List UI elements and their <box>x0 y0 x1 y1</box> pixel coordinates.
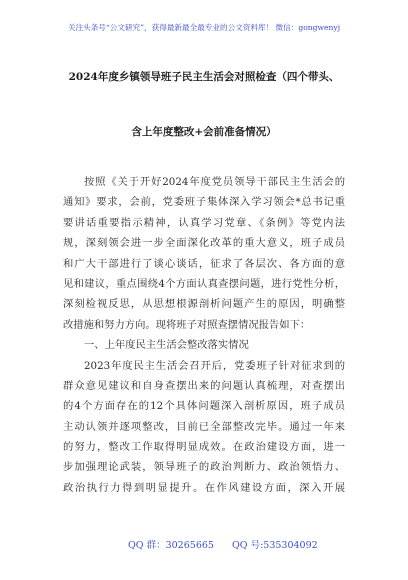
body-line: 深刻检视反思，从思想根源剖析问题产生的原因，明确整 <box>63 298 345 311</box>
body-line: 2023年度民主生活会召开后，党委班子针对征求到的 <box>84 359 345 372</box>
body-line: 一、上年度民主生活会整改落实情况 <box>84 339 249 352</box>
body-line: 按照《关于开好2024年度党员领导干部民主生活会的 <box>84 176 345 188</box>
header-banner: 关注头条号“公文研究”，获得最新最全最专业的公文资料库！ 微信：gongwenyj <box>67 23 341 32</box>
footer-qq-number: QQ 号:535304092 <box>232 540 318 551</box>
body-line: 主动认领并逐项整改，目前已全部整改完毕。通过一年来 <box>63 420 345 433</box>
body-line: 的4个方面存在的12个具体问题深入剖析原因，班子成员 <box>63 400 345 413</box>
body-line: 见和建议，重点围绕4个方面认真查摆问题，进行党性分析， <box>63 277 345 290</box>
document-title-line-1: 2024年度乡镇领导班子民主生活会对照检查（四个带头、 <box>68 71 340 83</box>
body-line: 改措施和努力方向。现将班子对照查摆情况报告如下： <box>63 318 311 331</box>
body-line: 群众意见建议和自身查摆出来的问题认真梳理，对查摆出 <box>63 379 345 392</box>
body-line: 要讲话重要指示精神，认真学习党章、《条例》等党内法 <box>63 216 345 229</box>
body-line: 和广大干部进行了谈心谈话，征求了各层次、各方面的意 <box>63 257 345 270</box>
body-line: 步加强理论武装，领导班子的政治判断力、政治领悟力、 <box>63 461 345 474</box>
body-line: 通知》要求，会前，党委班子集体深入学习领会*总书记重 <box>63 196 345 209</box>
footer-qq-group: QQ 群：30265665 <box>128 540 214 551</box>
body-line: 政治执行力得到明显提升。在作风建设方面，深入开展 <box>63 481 345 494</box>
body-line: 规，深刻领会进一步全面深化改革的重大意义，班子成员 <box>63 237 345 250</box>
document-title-line-2: 含上年度整改+会前准备情况） <box>131 126 277 138</box>
body-line: 的努力，整改工作取得明显成效。在政治建设方面，进一 <box>63 441 345 454</box>
document-body <box>63 172 345 498</box>
